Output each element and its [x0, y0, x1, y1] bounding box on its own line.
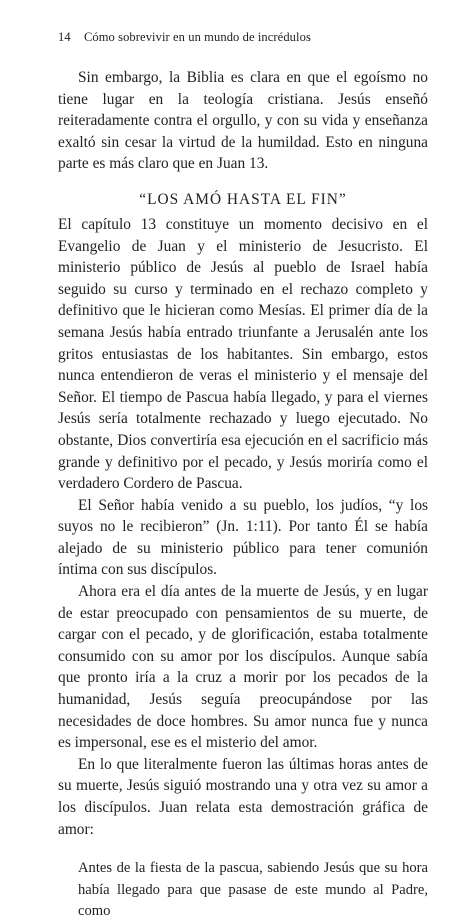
paragraph-4: Ahora era el día antes de la muerte de Jesús, y en lugar de estar preocupado con pensamientos de su muerte, de cargar con el pecado, y de glorificación, estaba totalmente consumido con su amor por los discípulos. Aunque sabía que pronto iría a la cruz a morir por los pecados de la humanidad, Jesús seguía preocupándose por las necesidades de doce hombres. Su amor nunca fue y nunca es impersonal, ese es el misterio del amor.: [58, 583, 428, 752]
paragraph-2: El capítulo 13 constituye un momento decisivo en el Evangelio de Juan y el ministerio de Jesucristo. El ministerio público de Jesús al pueblo de Israel había seguido su curso y terminado en el rechazo completo y definitivo que le hicieran como Mesías. El primer día de la semana Jesús había entrado triunfante a Jerusalén ante los gritos entusiastas de los habitantes. Sin embargo, estos nunca entendieron de veras el ministerio y el mensaje del Señor. El tiempo de Pascua había llegado, y para el viernes Jesús sería totalmente rechazado y luego ejecutado. No obstante, Dios convertiría esa ejecución en el sacrificio más grande y definitivo por el pecado, y Jesús moriría como el verdadero Cordero de Pascua.: [58, 215, 428, 493]
running-head: [58, 30, 428, 45]
paragraph-3: El Señor había venido a su pueblo, los judíos, “y los suyos no le recibieron” (Jn. 1:11). Por tanto Él se había alejado de su ministerio público para tener comunión íntima con sus discípulos.: [58, 496, 428, 579]
block-quote: [58, 858, 428, 922]
page-number: 14: [58, 30, 71, 44]
paragraph-5: En lo que literalmente fueron las últimas horas antes de su muerte, Jesús siguió mostrando una y otra vez su amor a los discípulos. Juan relata esta demostración gráfica de amor:: [58, 755, 428, 838]
book-title: Cómo sobrevivir en un mundo de incrédulos: [83, 30, 311, 44]
body-text: [58, 67, 428, 840]
book-page: [58, 30, 428, 922]
paragraph-1: Sin embargo, la Biblia es clara en que el egoísmo no tiene lugar en la teología cristiana. Jesús enseñó reiteradamente contra el orgullo, y con su vida y enseñanza exaltó sin cesar la virtud de la humildad. Esto en ninguna parte es más claro que en Juan 13.: [58, 69, 428, 173]
quote-text: Antes de la fiesta de la pascua, sabiendo Jesús que su hora había llegado para que pasase de este mundo al Padre, como: [78, 860, 428, 919]
section-heading: “LOS AMÓ HASTA EL FIN”: [139, 190, 347, 208]
